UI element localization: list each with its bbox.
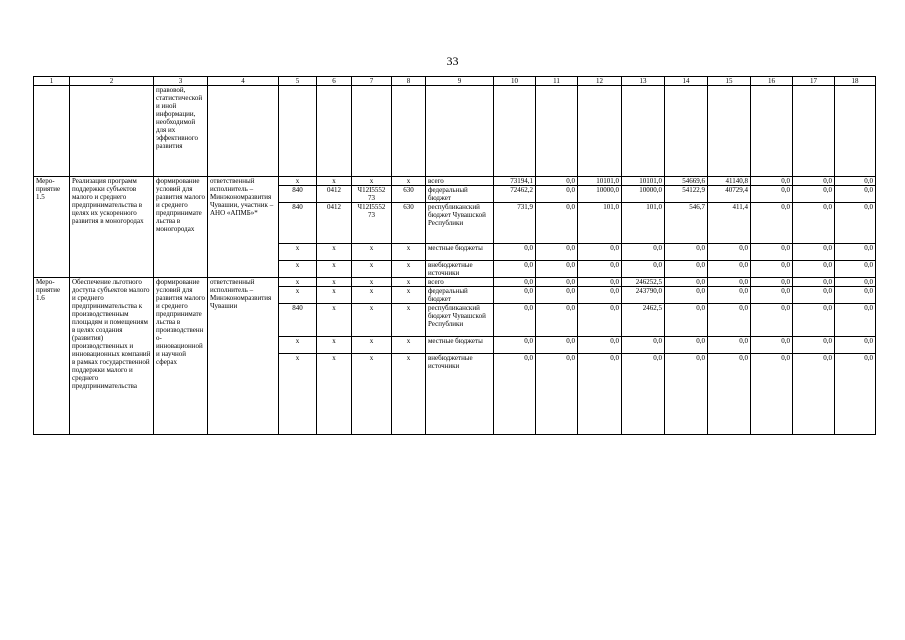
table-cell: 0,0 [708,287,751,304]
table-cell: 0,0 [494,278,536,287]
table-cell: 0,0 [751,337,793,354]
table-cell: 0,0 [536,354,578,435]
table-cell: x [392,287,426,304]
table-cell: x [392,261,426,278]
header-cell: 13 [622,77,665,86]
page-number: 33 [446,54,459,68]
table-cell: 0,0 [578,261,622,278]
table-cell: 0,0 [835,287,876,304]
table-cell: x [279,244,317,261]
table-cell: 0,0 [793,354,835,435]
table-cell: 411,4 [708,203,751,244]
table-cell: 243790,0 [622,287,665,304]
header-cell: 17 [793,77,835,86]
measure-title: Обеспечение льготного доступа субъектов малого и среднего предпринимательства к производственным площадям и помещениям в целях создания (развития) производственных и инновационных компаний в рамках государственной поддержки малого и среднего предпринимательства [70,278,154,435]
table-cell [279,86,317,177]
table-cell: x [317,177,352,186]
funding-source: республиканский бюджет Чувашской Республики [426,203,494,244]
table-cell: 0,0 [622,337,665,354]
table-cell: 0,0 [835,304,876,337]
table-cell: 0,0 [665,287,708,304]
table-cell: 0,0 [494,244,536,261]
table-cell: 0,0 [835,177,876,186]
table-cell: 0,0 [708,304,751,337]
header-cell: 3 [154,77,208,86]
table-cell: 0,0 [536,287,578,304]
table-cell: x [317,244,352,261]
table-cell: 0,0 [835,186,876,203]
table-cell: 0,0 [578,244,622,261]
table-cell: 0,0 [793,244,835,261]
table-cell [426,86,494,177]
table-cell: 0,0 [751,186,793,203]
table-cell: 630 [392,186,426,203]
table-cell: 0,0 [708,337,751,354]
table-cell [352,86,392,177]
table-cell: x [317,261,352,278]
table-cell: 0,0 [578,304,622,337]
table-cell: 0,0 [708,354,751,435]
header-cell: 16 [751,77,793,86]
table-cell: 731,9 [494,203,536,244]
continuation-row [34,86,876,177]
table-cell: 0,0 [494,337,536,354]
table-cell: x [352,244,392,261]
funding-source: республиканский бюджет Чувашской Республики [426,304,494,337]
table-cell: правовой, статистической и иной информации, необходимой для их эффективного развития [154,86,208,177]
table-cell: 0,0 [835,203,876,244]
table-cell: Ч12I5552 73 [352,203,392,244]
table-cell: 41140,8 [708,177,751,186]
table-cell: 630 [392,203,426,244]
table-cell: x [352,261,392,278]
table-cell: 0,0 [793,304,835,337]
table-cell: 0,0 [751,177,793,186]
table-cell: 0,0 [536,244,578,261]
table-cell: 0,0 [665,278,708,287]
funding-source: федеральный бюджет [426,287,494,304]
table-cell: 0,0 [578,354,622,435]
table-cell: 0,0 [622,244,665,261]
table-cell: 0,0 [536,186,578,203]
table-cell: x [279,337,317,354]
table-cell [665,86,708,177]
table-cell: 0,0 [578,337,622,354]
table-cell: x [279,177,317,186]
table-cell: 0,0 [751,304,793,337]
table-cell: x [279,287,317,304]
table-cell: 0,0 [751,244,793,261]
header-cell: 12 [578,77,622,86]
table-cell: 0,0 [536,337,578,354]
table-cell: x [392,354,426,435]
table-cell: 0,0 [793,203,835,244]
header-cell: 8 [392,77,426,86]
table-cell: 0,0 [835,278,876,287]
table-cell: 0,0 [793,287,835,304]
table-cell: x [317,304,352,337]
table-cell: 840 [279,304,317,337]
header-cell: 1 [34,77,70,86]
table-cell: 54122,9 [665,186,708,203]
table-cell: 0,0 [793,337,835,354]
table-cell: 840 [279,203,317,244]
table-cell: x [317,337,352,354]
table-cell: 0,0 [494,261,536,278]
measure-number: Меро-приятие 1.5 [34,177,70,278]
table-cell: x [392,244,426,261]
measure-executor: ответственный исполнитель – Минэкономразвития Чувашии, участник – АНО «АПМБ»* [208,177,279,278]
table-cell: 72462,2 [494,186,536,203]
table-row [34,177,876,186]
table-cell: 0,0 [835,337,876,354]
table-cell [751,86,793,177]
header-cell: 11 [536,77,578,86]
table-cell: 10101,0 [622,177,665,186]
header-cell: 18 [835,77,876,86]
table-cell: x [317,354,352,435]
table-cell: x [352,278,392,287]
table-cell: 0412 [317,186,352,203]
table-cell: x [317,278,352,287]
table-cell: 546,7 [665,203,708,244]
table-cell: 0,0 [536,304,578,337]
header-cell: 6 [317,77,352,86]
table-cell: 73194,1 [494,177,536,186]
table-cell: 0,0 [665,244,708,261]
table-cell [317,86,352,177]
table-row [34,278,876,287]
table-cell: 0,0 [536,278,578,287]
table-cell: 10000,0 [578,186,622,203]
table-cell: x [317,287,352,304]
header-cell: 2 [70,77,154,86]
funding-source: всего [426,177,494,186]
table-cell: 0,0 [494,304,536,337]
table-cell: x [352,337,392,354]
table-cell: 0,0 [708,278,751,287]
table-cell [793,86,835,177]
measure-executor: ответственный исполнитель – Минэкономразвития Чувашии [208,278,279,435]
table-cell [622,86,665,177]
table-cell [70,86,154,177]
table-cell: 0,0 [835,354,876,435]
table-cell [835,86,876,177]
table-cell: 0,0 [835,244,876,261]
funding-source: всего [426,278,494,287]
table-cell: x [352,304,392,337]
table-cell: 0,0 [708,244,751,261]
table-cell [34,86,70,177]
table-cell: x [279,261,317,278]
table-cell: 0,0 [793,177,835,186]
measure-number: Меро-приятие 1.6 [34,278,70,435]
table-cell [578,86,622,177]
budget-table [33,76,876,435]
table-cell: x [392,337,426,354]
header-cell: 15 [708,77,751,86]
funding-source: местные бюджеты [426,244,494,261]
funding-source: внебюджетные источники [426,354,494,435]
table-cell: 10000,0 [622,186,665,203]
table-cell: Ч12I5552 73 [352,186,392,203]
header-cell: 5 [279,77,317,86]
table-cell [494,86,536,177]
table-cell: 0,0 [751,354,793,435]
table-cell: 0412 [317,203,352,244]
header-cell: 10 [494,77,536,86]
table-cell: 101,0 [622,203,665,244]
table-cell: 0,0 [751,261,793,278]
funding-source: федеральный бюджет [426,186,494,203]
table-cell: x [392,278,426,287]
table-cell: 10101,0 [578,177,622,186]
table-cell: 0,0 [793,261,835,278]
table-cell: 2462,5 [622,304,665,337]
table-cell: 0,0 [665,337,708,354]
table-cell: x [279,278,317,287]
table-cell: 0,0 [793,186,835,203]
measure-goal: формирование условий для развития малого и среднего предпринимательства в производственно-инновационной и научной сферах [154,278,208,435]
table-cell: 0,0 [751,278,793,287]
table-cell: 0,0 [665,354,708,435]
table-cell: 0,0 [835,261,876,278]
table-cell: 54669,6 [665,177,708,186]
measure-goal: формирование условий для развития малого и среднего предпринимательства в моногородах [154,177,208,278]
table-cell: x [392,177,426,186]
table-cell: 0,0 [793,278,835,287]
table-cell: 40729,4 [708,186,751,203]
table-cell: 840 [279,186,317,203]
table-cell [208,86,279,177]
table-cell [392,86,426,177]
funding-source: местные бюджеты [426,337,494,354]
table-cell: 0,0 [578,278,622,287]
table-cell: 0,0 [665,261,708,278]
header-row [34,77,876,86]
header-cell: 7 [352,77,392,86]
header-cell: 4 [208,77,279,86]
table-cell: 0,0 [708,261,751,278]
table-cell: 0,0 [536,261,578,278]
table-cell: x [279,354,317,435]
table-cell: 0,0 [622,261,665,278]
table-cell: x [352,354,392,435]
table-cell: 0,0 [665,304,708,337]
table-cell: 101,0 [578,203,622,244]
table-cell: 0,0 [578,287,622,304]
header-cell: 9 [426,77,494,86]
header-cell: 14 [665,77,708,86]
table-cell: 0,0 [536,203,578,244]
table-cell: x [352,287,392,304]
table-cell [708,86,751,177]
table-cell [536,86,578,177]
funding-source: внебюджетные источники [426,261,494,278]
table-cell: 0,0 [536,177,578,186]
table-cell: 0,0 [494,354,536,435]
table-cell: 246252,5 [622,278,665,287]
table-cell: 0,0 [751,203,793,244]
table-cell: x [352,177,392,186]
table-cell: x [392,304,426,337]
table-cell: 0,0 [751,287,793,304]
table-cell: 0,0 [622,354,665,435]
table-cell: 0,0 [494,287,536,304]
measure-title: Реализация программ поддержки субъектов малого и среднего предпринимательства в целях их ускоренного развития в моногородах [70,177,154,278]
